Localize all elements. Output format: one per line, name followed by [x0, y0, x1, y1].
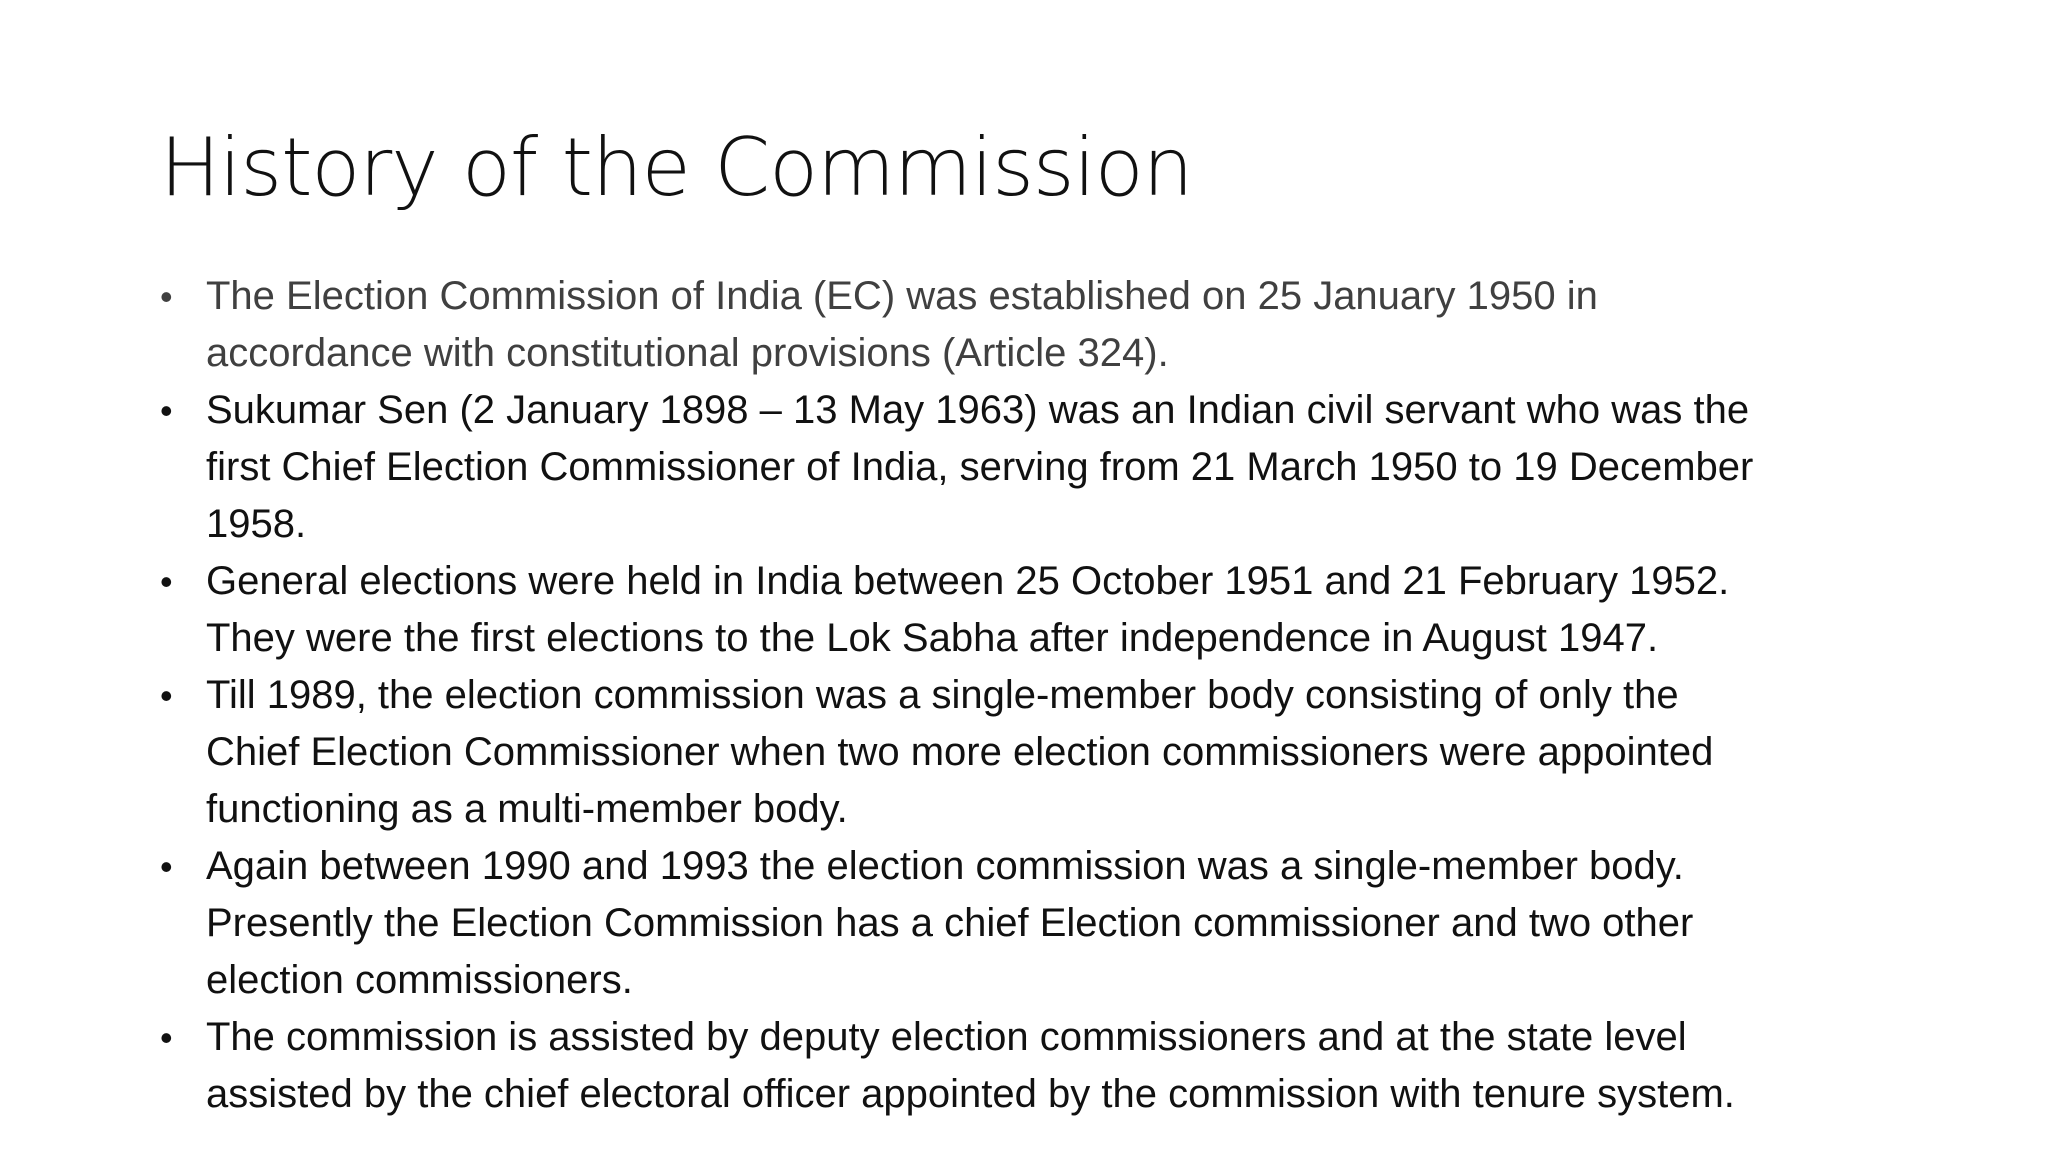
- bullet-item: [160, 382, 1920, 553]
- bullet-line: election commissioners.: [206, 958, 633, 1002]
- bullet-line: functioning as a multi-member body.: [206, 787, 848, 831]
- bullet-icon: •: [160, 390, 173, 431]
- bullet-icon: •: [160, 675, 173, 716]
- bullet-icon: •: [160, 276, 173, 317]
- bullet-line: Again between 1990 and 1993 the election commission was a single-member body.: [206, 844, 1684, 888]
- bullet-list: [160, 268, 1920, 1123]
- bullet-line: Till 1989, the election commission was a single-member body consisting of only the: [206, 673, 1679, 717]
- bullet-icon: •: [160, 1017, 173, 1058]
- bullet-icon: •: [160, 561, 173, 602]
- bullet-icon: •: [160, 846, 173, 887]
- bullet-line: 1958.: [206, 502, 307, 546]
- bullet-line: assisted by the chief electoral officer appointed by the commission with tenure system.: [206, 1072, 1735, 1116]
- slide-title: History of the Commission: [160, 121, 1193, 214]
- bullet-item: [160, 553, 1920, 667]
- bullet-item: [160, 667, 1920, 838]
- bullet-line: Presently the Election Commission has a chief Election commissioner and two other: [206, 901, 1694, 945]
- bullet-line: They were the first elections to the Lok Sabha after independence in August 1947.: [206, 616, 1659, 660]
- bullet-item: [160, 838, 1920, 1009]
- bullet-item: [160, 1009, 1920, 1123]
- bullet-line: Chief Election Commissioner when two more election commissioners were appointed: [206, 730, 1714, 774]
- bullet-line: General elections were held in India between 25 October 1951 and 21 February 1952.: [206, 559, 1730, 603]
- bullet-line: The Election Commission of India (EC) was established on 25 January 1950 in: [206, 274, 1598, 318]
- bullet-line: first Chief Election Commissioner of India, serving from 21 March 1950 to 19 December: [206, 445, 1754, 489]
- bullet-line: accordance with constitutional provisions (Article 324).: [206, 331, 1169, 375]
- bullet-item: [160, 268, 1920, 382]
- bullet-line: The commission is assisted by deputy election commissioners and at the state level: [206, 1015, 1687, 1059]
- bullet-line: Sukumar Sen (2 January 1898 – 13 May 1963) was an Indian civil servant who was the: [206, 388, 1750, 432]
